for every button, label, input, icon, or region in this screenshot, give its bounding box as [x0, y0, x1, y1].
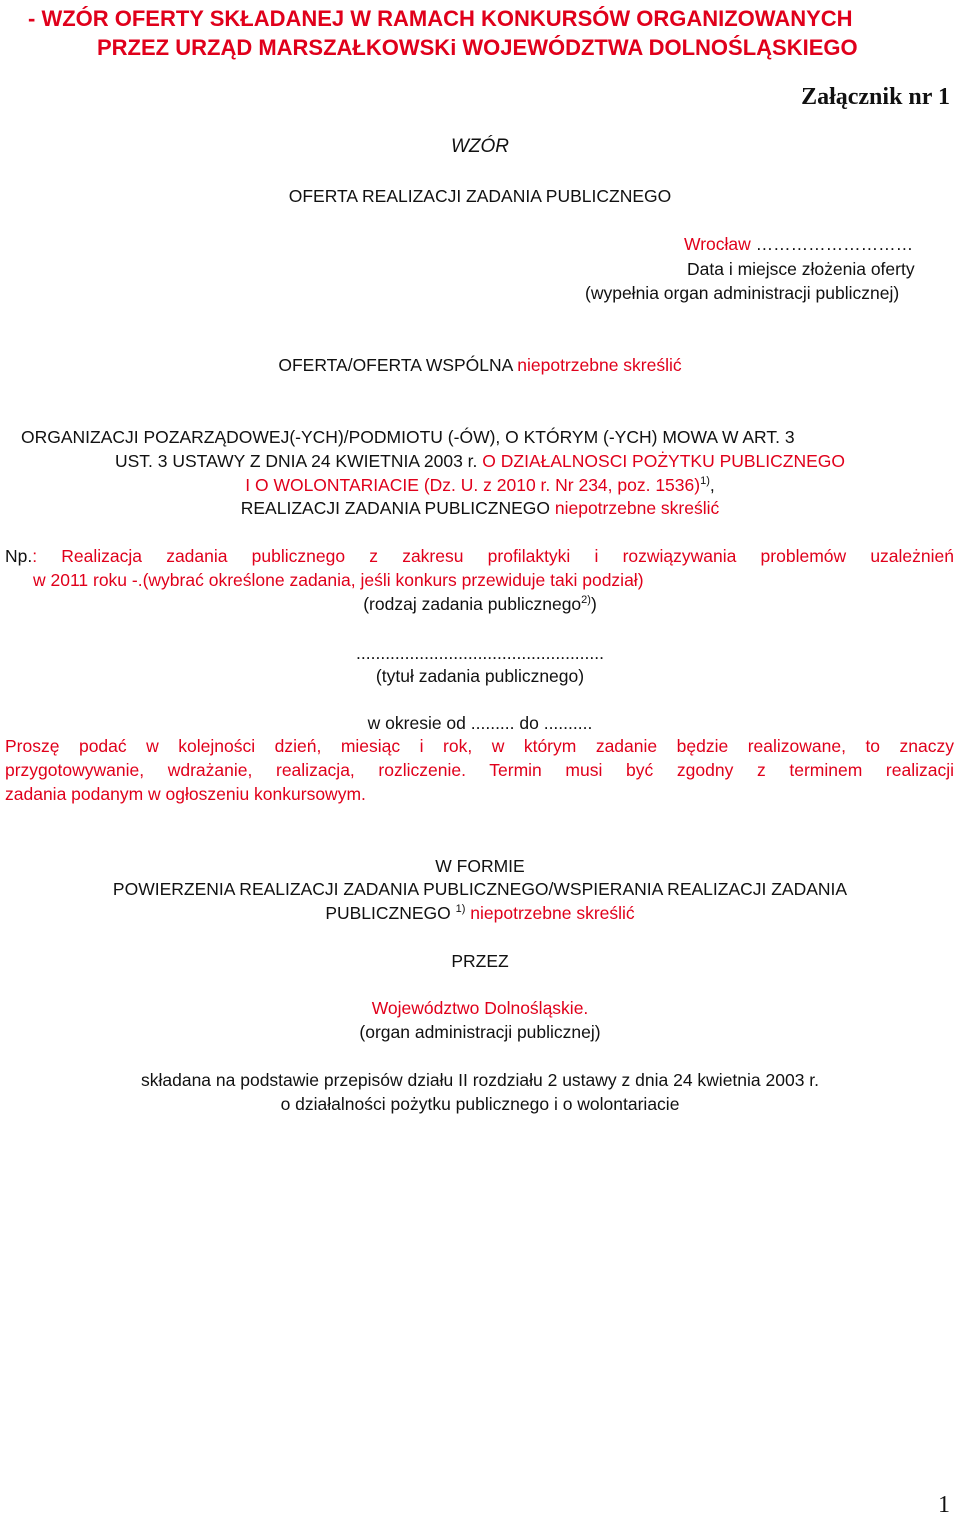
- authority-label: (organ administracji publicznej): [359, 1022, 601, 1042]
- period-instruction-3: zadania podanym w ogłoszeniu konkursowym.: [5, 784, 366, 804]
- journal-reference: (Dz. U. z 2010 r. Nr 234, poz. 1536): [423, 475, 701, 495]
- task-line-2: [33, 570, 644, 591]
- organization-line-1: ORGANIZACJI POZARZĄDOWEJ(-YCH)/PODMIOTU (-ÓW), O KTÓRYM (-YCH) MOWA W ART. 3: [21, 427, 795, 447]
- offer-type: OFERTA/OFERTA WSPÓLNA: [278, 355, 513, 375]
- filled-by-label: (wypełnia organ administracji publicznej): [585, 283, 900, 303]
- period-line: w okresie od ......... do ..........: [367, 713, 593, 733]
- form-line-1: POWIERZENIA REALIZACJI ZADANIA PUBLICZNEGO/WSPIERANIA REALIZACJI ZADANIA: [112, 879, 848, 899]
- footnote-ref-3: 1): [455, 903, 466, 916]
- comma: ,: [709, 475, 715, 495]
- form-public: PUBLICZNEGO: [325, 903, 451, 923]
- task-choose-note: (wybrać określone zadania, jeśli konkurs przewiduje taki podział): [142, 570, 644, 590]
- period-instruction-1: Proszę podać w kolejności dzień, miesiąc i rok, w którym zadanie będzie realizowane, to znaczy: [5, 736, 954, 756]
- page-number: 1: [938, 1492, 950, 1518]
- form-line-2: [0, 903, 960, 924]
- offer-title: OFERTA REALIZACJI ZADANIA PUBLICZNEGO: [288, 186, 672, 206]
- footnote-ref-2: 2): [581, 594, 591, 607]
- paren-close: ): [590, 594, 597, 614]
- law-title-red: O DZIAŁALNOSCI POŻYTKU PUBLICZNEGO: [482, 451, 846, 471]
- law-reference: UST. 3 USTAWY Z DNIA 24 KWIETNIA 2003 r.: [114, 451, 478, 471]
- wzor-label: WZÓR: [450, 136, 510, 157]
- attachment-label: Załącznik nr 1: [801, 84, 950, 110]
- header-line-1: - WZÓR OFERTY SKŁADANEJ W RAMACH KONKURSÓW ORGANIZOWANYCH: [28, 6, 853, 31]
- task-type-label: [0, 594, 960, 615]
- task-type-text: (rodzaj zadania publicznego: [363, 594, 582, 614]
- task-title-label: (tytuł zadania publicznego): [375, 666, 585, 686]
- strike-note: niepotrzebne skreślić: [554, 498, 720, 518]
- task-realization: REALIZACJI ZADANIA PUBLICZNEGO: [240, 498, 550, 518]
- authority-name: Województwo Dolnośląskie.: [371, 998, 589, 1018]
- task-title-dots: ...................................................: [356, 643, 604, 663]
- organization-line-3: [0, 475, 960, 496]
- offer-type-note: niepotrzebne skreślić: [517, 355, 682, 375]
- date-dots: ………………………: [755, 234, 914, 254]
- form-heading: W FORMIE: [435, 856, 525, 876]
- date-place-label: Data i miejsce złożenia oferty: [687, 259, 915, 279]
- organization-line-4: [0, 498, 960, 519]
- organization-line-2: [0, 451, 960, 472]
- city: Wrocław: [684, 234, 751, 254]
- place-city-line: [684, 234, 913, 255]
- law-title-red-2: I O WOLONTARIACIE: [245, 475, 419, 495]
- by-heading: PRZEZ: [451, 951, 509, 971]
- legal-basis-line-1: składana na podstawie przepisów działu II rozdziału 2 ustawy z dnia 24 kwietnia 2003 r.: [140, 1070, 820, 1090]
- legal-basis-line-2: o działalności pożytku publicznego i o wolontariacie: [280, 1094, 680, 1114]
- task-year: w 2011 roku -.: [33, 570, 143, 590]
- np-prefix: Np.: [5, 546, 33, 566]
- period-instruction-2: przygotowywanie, wdrażanie, realizacja, rozliczenie. Termin musi być zgodny z terminem realizacji: [5, 760, 954, 780]
- task-example: : Realizacja zadania publicznego z zakresu profilaktyki i rozwiązywania problemów uzależnień: [32, 546, 954, 566]
- footnote-ref: 1): [700, 475, 710, 488]
- form-strike-note: niepotrzebne skreślić: [470, 903, 635, 923]
- header-line-2: PRZEZ URZĄD MARSZAŁKOWSKi WOJEWÓDZTWA DOLNOŚLĄSKIEGO: [97, 35, 858, 60]
- offer-type-line: [0, 355, 960, 376]
- task-line-1: [5, 546, 954, 567]
